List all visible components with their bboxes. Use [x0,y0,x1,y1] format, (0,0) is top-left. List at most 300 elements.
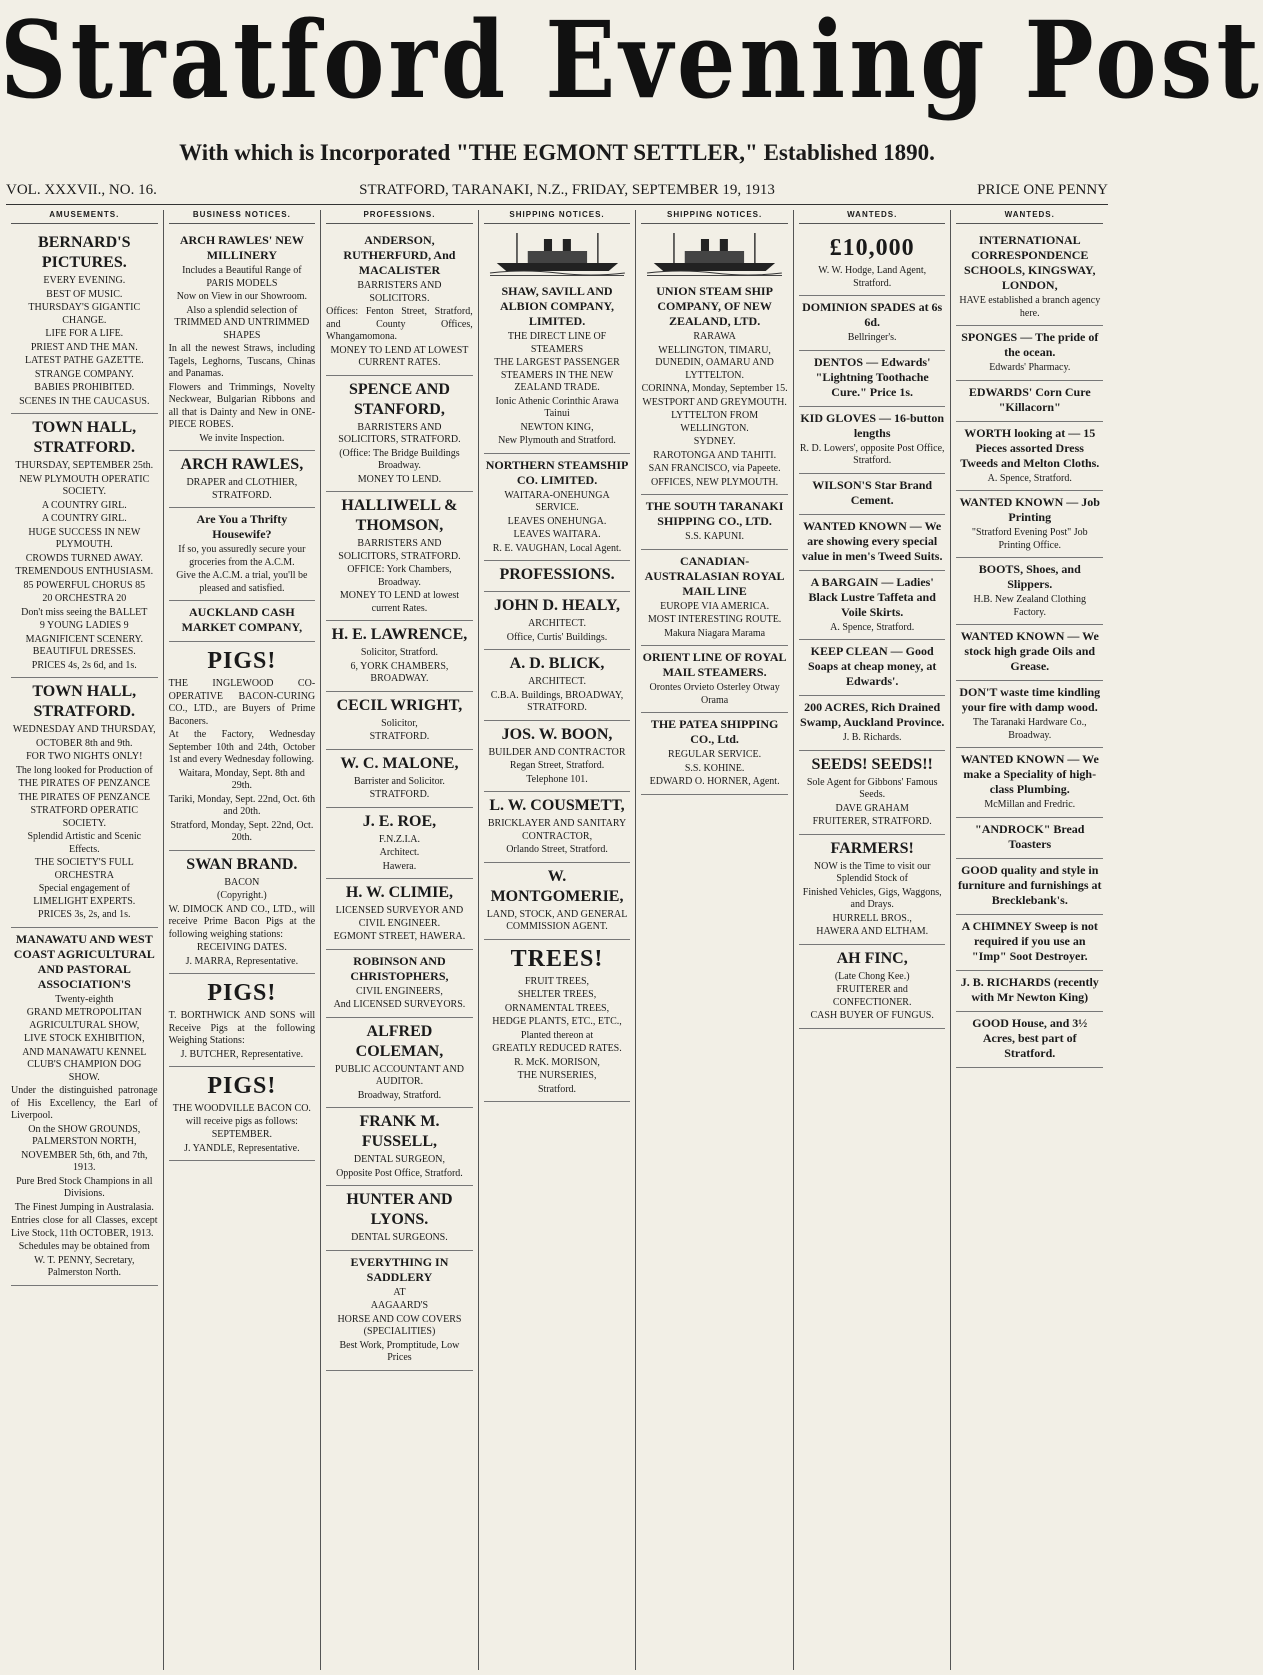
ad-line: GREATLY REDUCED RATES. [492,1043,622,1054]
ad-title: WANTED KNOWN — Job Printing [959,495,1100,524]
ad-line: RARAWA [693,331,736,342]
ad-line: Telephone 101. [526,773,588,785]
ad-title: CANADIAN-AUSTRALASIAN ROYAL MAIL LINE [644,553,785,598]
ad-line: STRANGE COMPANY. [34,368,134,380]
ad-line: Finished Vehicles, Gigs, Waggons, and Drays. [802,886,942,910]
ad-title: KEEP CLEAN — Good Soaps at cheap money, at Edwards'. [808,644,937,688]
ad-line: A. Spence, Stratford. [987,472,1072,484]
advertisement [956,818,1103,859]
ad-line: AND MANAWATU KENNEL CLUB'S CHAMPION DOG SHOW. [22,1046,147,1083]
ad-line: WEDNESDAY AND THURSDAY, [12,724,156,735]
ad-title: ARCH RAWLES' NEW MILLINERY [179,233,304,262]
column-3 [321,210,479,1670]
ad-title: 200 ACRES, Rich Drained Swamp, Auckland Province. [799,700,945,729]
ad-line: EUROPE VIA AMERICA. [660,600,770,612]
ad-title: L. W. COUSMETT, [489,797,625,814]
ad-line: Edwards' Pharmacy. [989,362,1071,373]
advertisement [169,508,316,601]
ad-title: AUCKLAND CASH MARKET COMPANY, [181,605,303,634]
ad-title: TREES! [510,945,604,972]
ad-line: LIFE FOR A LIFE. [45,328,124,339]
ad-title: THE SOUTH TARANAKI SHIPPING CO., LTD. [645,499,784,528]
ad-title: GOOD House, and 3½ Acres, best part of Stratford. [972,1015,1088,1060]
ad-line: LYTTELTON FROM WELLINGTON. [671,410,759,434]
advertisement [169,451,316,508]
advertisement [641,550,788,647]
ad-line: WAITARA-ONEHUNGA SERVICE. [504,489,610,513]
advertisement [11,928,158,1286]
ad-line: ARCHITECT. [528,676,586,687]
ad-line: FOR TWO NIGHTS ONLY! [26,751,143,762]
ad-line: Flowers and Trimmings, Novelty Neckwear, Bulgarian Ribbons and all that is Dainty and New in ONE-PIECE ROBES. [168,381,316,430]
advertisement [799,474,946,515]
advertisement [326,621,473,692]
advertisement [484,792,631,863]
masthead [0,0,1263,150]
advertisement [326,376,473,493]
price: PRICE ONE PENNY [977,182,1108,198]
advertisement [799,751,946,835]
ad-line: FRUITERER, STRATFORD. [812,816,932,827]
advertisement [326,879,473,950]
ad-title: A CHIMNEY Sweep is not required if you use an "Imp" Soot Destroyer. [961,918,1098,963]
ad-line: McMillan and Fredric. [984,799,1076,810]
ad-line: F.N.Z.I.A. [378,833,421,845]
ad-line: H.B. New Zealand Clothing Factory. [973,594,1086,618]
ad-title: INTERNATIONAL CORRESPONDENCE SCHOOLS, KINGSWAY, LONDON, [964,233,1096,292]
ad-line: THE NURSERIES, [517,1070,597,1081]
advertisement [956,748,1103,818]
advertisement [799,515,946,571]
ad-line: Includes a Beautiful Range of PARIS MODELS [182,265,302,289]
ad-line: S.S. KAPUNI. [685,531,745,542]
ad-title: SPENCE AND STANFORD, [348,380,450,418]
advertisement [799,296,946,351]
ad-line: Hawera. [382,860,417,872]
ad-line: OFFICES, NEW PLYMOUTH. [651,476,779,488]
ad-line: MONEY TO LEND. [357,473,442,485]
ad-title: DOMINION SPADES at 6s 6d. [802,300,943,329]
advertisement [326,492,473,621]
ad-line: R. E. VAUGHAN, Local Agent. [492,542,622,554]
ad-line: Solicitor, [381,717,418,729]
ad-line: HAVE established a branch agency here. [959,295,1101,319]
ad-line: SEPTEMBER. [211,1129,273,1140]
advertisement [11,414,158,678]
ad-line: On the SHOW GROUNDS, PALMERSTON NORTH, [28,1123,141,1147]
volume-number: VOL. XXXVII., NO. 16. [6,182,157,198]
ad-line: W. W. Hodge, Land Agent, Stratford. [818,265,927,289]
ad-title: KID GLOVES — 16-button lengths [800,410,945,440]
ad-line: We invite Inspection. [199,432,285,444]
ad-line: Orlando Street, Stratford. [506,844,608,855]
ad-line: R. D. Lowers', opposite Post Office, Stratford. [799,442,945,466]
ad-title: PIGS! [207,980,277,1006]
advertisement [641,646,788,713]
advertisement [799,229,946,296]
ad-line: (Copyright.) [217,890,267,901]
ad-line: And LICENSED SURVEYORS. [333,999,466,1010]
ad-line: BABIES PROHIBITED. [34,382,135,393]
ad-line: LATEST PATHE GAZETTE. [24,355,144,366]
ad-title: CECIL WRIGHT, [336,696,463,714]
ad-line: GRAND METROPOLITAN AGRICULTURAL SHOW, [26,1007,142,1031]
ad-line: HEDGE PLANTS, ETC., ETC., [492,1016,622,1027]
advertisement [956,915,1103,971]
advertisement [326,750,473,808]
column-heading: AMUSEMENTS. [11,210,158,224]
ad-title: W. C. MALONE, [340,754,459,772]
ad-line: OFFICE: York Chambers, Broadway. [347,564,452,588]
ad-line: Best Work, Promptitude, Low Prices [339,1339,460,1363]
ad-line: THE SOCIETY'S FULL ORCHESTRA [34,857,134,881]
advertisement [956,681,1103,748]
ad-title: HUNTER AND LYONS. [346,1191,453,1228]
ad-line: Special engagement of LIMELIGHT EXPERTS. [33,883,136,907]
ad-title: FRANK M. FUSSELL, [359,1113,440,1150]
ad-line: Offices: Fenton Street, Stratford, and County Offices, Whangamomona. [326,306,473,342]
ad-line: J. YANDLE, Representative. [184,1142,300,1154]
ad-title: SHAW, SAVILL AND ALBION COMPANY, LIMITED. [500,284,615,328]
advertisement [956,229,1103,326]
ad-line: 9 YOUNG LADIES 9 [39,620,129,631]
ad-title: J. E. ROE, [362,812,437,830]
ad-line: Office, Curtis' Buildings. [506,631,608,643]
ad-title: A. D. BLICK, [509,655,605,672]
column-5 [636,210,794,1670]
ad-line: LICENSED SURVEYOR AND CIVIL ENGINEER. [335,905,464,929]
ad-line: BACON [224,876,260,888]
steamship-illustration [647,229,782,276]
ad-title: "ANDROCK" Bread Toasters [975,821,1085,851]
ad-line: (Office: The Bridge Buildings Broadway. [339,447,460,471]
ad-line: EGMONT STREET, HAWERA. [333,931,466,942]
ad-line: TREMENDOUS ENTHUSIASM. [15,566,154,577]
ad-line: RECEIVING DATES. [196,942,287,953]
ad-line: NEW PLYMOUTH OPERATIC SOCIETY. [19,473,150,497]
ad-line: NOW is the Time to visit our Splendid Stock of [813,860,931,884]
ad-title: SEEDS! SEEDS!! [811,755,933,773]
ad-line: Twenty-eighth [55,993,114,1005]
ad-title: THE PATEA SHIPPING CO., Ltd. [650,717,779,746]
ad-line: Under the distinguished patronage of His Excellency, the Earl of Liverpool. [11,1085,158,1121]
ad-line: Bellringer's. [847,332,897,343]
ad-title: A BARGAIN — Ladies' Black Lustre Taffeta and Voile Skirts. [808,574,936,619]
advertisement [169,974,316,1067]
ad-line: The long looked for Production of [15,764,153,776]
ad-line: A COUNTRY GIRL. [41,513,127,524]
place-and-date: STRATFORD, TARANAKI, N.Z., FRIDAY, SEPTEMBER 19, 1913 [359,182,775,198]
ad-title: W. MONTGOMERIE, [490,867,624,905]
ad-line: Stratford. [538,1083,577,1095]
advertisement [641,495,788,550]
ad-line: CIVIL ENGINEERS, [356,985,443,997]
ad-line: RAROTONGA AND TAHITI. [653,449,777,461]
ad-line: SHELTER TREES, [517,989,597,1000]
ad-line: MAGNIFICENT SCENERY. BEAUTIFUL DRESSES. [25,633,143,657]
ad-line: MOST INTERESTING ROUTE. [647,614,782,625]
advertisement [641,713,788,795]
ad-line: MONEY TO LEND at lowest current Rates. [339,590,460,614]
ad-line: BARRISTERS AND SOLICITORS, STRATFORD. [338,421,461,445]
advertisement [326,950,473,1018]
ad-line: J. MARRA, Representative. [185,955,299,967]
ad-title: MANAWATU AND WEST COAST AGRICULTURAL AND PASTORAL ASSOCIATION'S [13,931,155,991]
ad-title: ANDERSON, RUTHERFURD, And MACALISTER [343,233,456,277]
ad-title: DENTOS — Edwards' "Lightning Toothache Cure." Price 1s. [813,354,931,399]
advertisement [641,280,788,495]
ad-line: NEWTON KING, [520,421,594,433]
ad-line: HORSE AND COW COVERS (SPECIALITIES) [337,1313,462,1337]
advertisement [326,1251,473,1371]
ad-line: Barrister and Solicitor. [354,775,445,787]
ad-title: JOS. W. BOON, [501,725,613,743]
ad-line: OCTOBER 8th and 9th. [36,737,133,749]
ad-line: REGULAR SERVICE. [668,749,762,760]
ad-line: A. Spence, Stratford. [830,621,915,633]
ad-line: EDWARD O. HORNER, Agent. [649,776,780,787]
advertisement [799,696,946,751]
ad-line: Orontes Orvieto Osterley Otway Orama [649,682,780,706]
advertisement [484,280,631,454]
advertisement [799,571,946,641]
steamship-illustration [490,229,625,276]
column-heading: SHIPPING NOTICES. [641,210,788,224]
ad-title: EDWARDS' Corn Cure "Killacorn" [968,384,1091,414]
ad-line: Solicitor, Stratford. [360,647,438,658]
ad-line: Tariki, Monday, Sept. 22nd, Oct. 6th and 20th. [168,793,316,817]
ad-line: THE DIRECT LINE OF STEAMERS [507,331,607,355]
ad-line: SCENES IN THE CAUCASUS. [19,395,150,407]
ad-line: Broadway, Stratford. [357,1089,442,1101]
advertisement [484,592,631,650]
advertisement [169,851,316,975]
ad-title: ORIENT LINE OF ROYAL MAIL STEAMERS. [642,650,787,679]
ad-title: TOWN HALL, STRATFORD. [32,683,137,720]
ad-line: STRATFORD OPERATIC SOCIETY. [30,805,139,829]
ad-line: Sole Agent for Gibbons' Famous Seeds. [806,776,938,800]
ad-line: A COUNTRY GIRL. [41,499,127,511]
ad-title: JOHN D. HEALY, [494,597,620,614]
ad-title: PIGS! [207,648,277,674]
ad-line: ARCHITECT. [528,618,586,629]
ad-line: Now on View in our Showroom. [176,291,308,302]
column-heading: BUSINESS NOTICES. [169,210,316,224]
advertisement [169,1067,316,1161]
ad-title: ARCH RAWLES, [180,456,304,473]
ad-title: ROBINSON AND CHRISTOPHERS, [350,953,449,983]
advertisement [956,971,1103,1012]
advertisement [956,326,1103,381]
advertisement [956,558,1103,625]
advertisement [484,650,631,721]
ad-line: Planted thereon at [520,1029,594,1041]
ad-title: SWAN BRAND. [186,855,298,873]
ad-line: PRICES 4s, 2s 6d, and 1s. [31,659,137,671]
advertisement [484,561,631,592]
ad-line: W. T. PENNY, Secretary, Palmerston North. [34,1254,135,1278]
ad-line: THE LARGEST PASSENGER STEAMERS IN THE NEW ZEALAND TRADE. [494,357,620,393]
column-2 [164,210,322,1670]
ad-title: NORTHERN STEAMSHIP CO. LIMITED. [485,457,629,487]
ad-line: J. B. Richards. [842,732,902,743]
ad-line: The Finest Jumping in Australasia. [14,1201,154,1213]
ad-title: BERNARD'S PICTURES. [38,234,131,271]
ad-line: 85 POWERFUL CHORUS 85 [23,579,146,591]
ad-title: PROFESSIONS. [499,566,615,583]
ad-line: New Plymouth and Stratford. [498,435,616,446]
column-heading: PROFESSIONS. [326,210,473,224]
ad-line: PRICES 3s, 2s, and 1s. [38,909,131,920]
ad-title: WANTED KNOWN — We are showing every special value in men's Tweed Suits. [801,518,943,563]
ad-line: LEAVES ONEHUNGA. [507,515,607,527]
ad-title: J. B. RICHARDS (recently with Mr Newton King) [960,974,1099,1004]
ad-title: HALLIWELL & THOMSON, [341,497,458,534]
advertisement [956,1012,1103,1068]
ad-line: Splendid Artistic and Scenic Effects. [27,831,142,855]
advertisement [799,945,946,1029]
ad-line: WELLINGTON, TIMARU, DUNEDIN, OAMARU AND LYTTELTON. [655,344,774,381]
ad-title: FARMERS! [830,839,914,857]
ad-line: CASH BUYER OF FUNGUS. [810,1010,934,1021]
advertisement [11,678,158,928]
ad-line: S.S. KOHINE. [684,762,745,774]
advertisement [169,601,316,642]
ad-line: HURRELL BROS., [832,912,912,924]
ad-line: BARRISTERS AND SOLICITORS, STRATFORD. [338,538,461,562]
ad-line: FRUITERER and CONFECTIONER. [832,984,912,1008]
ad-line: LIVE STOCK EXHIBITION, [23,1033,145,1044]
newspaper-subtitle: With which is Incorporated "THE EGMONT SETTLER," Established 1890. [179,140,935,165]
ad-line: CORINNA, Monday, September 15. [641,383,788,394]
ad-line: If so, you assuredly secure your groceries from the A.C.M. [178,544,306,568]
advertisement [326,229,473,376]
column-4 [479,210,637,1670]
ad-line: Give the A.C.M. a trial, you'll be pleased and satisfied. [176,570,308,594]
ad-line: EVERY EVENING. [43,275,126,286]
ad-line: THE PIRATES OF PENZANCE [18,791,150,803]
ad-title: TOWN HALL, STRATFORD. [32,419,137,456]
ad-title: WANTED KNOWN — We make a Speciality of high-class Plumbing. [960,752,1099,796]
ad-line: AT [393,1286,406,1298]
ad-title: WORTH looking at — 15 Pieces assorted Dress Tweeds and Melton Cloths. [960,425,1100,470]
advertisement [956,422,1103,492]
ad-line: 6, YORK CHAMBERS, BROADWAY. [350,660,449,684]
ad-line: SAN FRANCISCO, via Papeete. [648,463,781,474]
ad-line: WESTPORT AND GREYMOUTH. [642,396,787,408]
ad-line: MONEY TO LEND AT LOWEST CURRENT RATES. [330,344,469,368]
ad-line: 20 ORCHESTRA 20 [42,593,127,604]
ad-line: Architect. [379,847,420,858]
advertisement [799,407,946,474]
advertisement [484,721,631,793]
ad-line: STRATFORD. [369,789,430,800]
ad-line: W. DIMOCK AND CO., LTD., will receive Prime Bacon Pigs at the following weighing stations: [168,903,316,940]
ad-line: DRAPER and CLOTHIER, STRATFORD. [186,477,298,501]
ad-line: DENTAL SURGEONS. [351,1232,448,1243]
ad-line: T. BORTHWICK AND SONS will Receive Pigs at the following Weighing Stations: [168,1010,316,1046]
ad-line: THE WOODVILLE BACON CO. will receive pigs as follows: [172,1103,311,1127]
advertisement [326,1018,473,1109]
ad-line: THE PIRATES OF PENZANCE [18,778,150,789]
advertisement [956,625,1103,681]
ad-title: DON'T waste time kindling your fire with damp wood. [959,685,1101,714]
advertisement [326,808,473,880]
dateline [6,182,1108,205]
ad-line: BUILDER AND CONTRACTOR [488,746,626,758]
ad-line: At the Factory, Wednesday September 10th and 24th, October 1st and every Wednesday following. [168,729,316,765]
ad-title: GOOD quality and style in furniture and furnishings at Brecklebank's. [958,862,1102,907]
ad-title: £10,000 [829,235,915,261]
ad-line: NOVEMBER 5th, 6th, and 7th, 1913. [21,1149,148,1173]
advertisement [956,491,1103,558]
ad-line: THE INGLEWOOD CO-OPERATIVE BACON-CURING CO., LTD., are Buyers of Prime Baconers. [168,678,316,727]
ad-title: H. W. CLIMIE, [345,884,454,901]
columns [6,210,1108,1670]
column-heading: WANTEDS. [799,210,946,224]
ad-line: BRICKLAYER AND SANITARY CONTRACTOR, [487,818,627,842]
advertisement [799,835,946,945]
ad-line: BARRISTERS AND SOLICITORS. [357,280,442,304]
ad-line: FRUIT TREES, [524,975,590,987]
ad-line: Waitara, Monday, Sept. 8th and 29th. [178,767,305,791]
advertisement [956,859,1103,915]
ad-line: HUGE SUCCESS IN NEW PLYMOUTH. [28,526,141,550]
ad-line: DAVE GRAHAM [835,802,909,814]
ad-line: THURSDAY, SEPTEMBER 25th. [15,460,154,471]
advertisement [11,229,158,414]
ad-title: SPONGES — The pride of the ocean. [961,330,1099,359]
ad-line: In all the newest Straws, including Tagels, Leghorns, Tuscans, Chinas and Panamas. [168,343,316,379]
ad-title: WILSON'S Star Brand Cement. [812,477,933,507]
advertisement [799,640,946,696]
ad-title: UNION STEAM SHIP COMPANY, OF NEW ZEALAND, LTD. [656,284,773,328]
ad-line: Don't miss seeing the BALLET [21,606,148,618]
ad-line: Schedules may be obtained from [18,1241,150,1252]
ad-title: ALFRED COLEMAN, [355,1022,444,1060]
advertisement [484,940,631,1103]
advertisement [799,351,946,407]
advertisement [956,381,1103,422]
ad-line: Also a splendid selection of TRIMMED AND UNTRIMMED SHAPES [174,304,310,341]
ad-line: Pure Bred Stock Champions in all Divisions. [16,1175,153,1199]
ad-line: AAGAARD'S [370,1300,429,1311]
column-6 [794,210,952,1670]
column-1 [6,210,164,1670]
ad-title: AH FINC, [836,949,908,967]
ad-line: HAWERA AND ELTHAM. [816,926,929,937]
advertisement [326,1108,473,1186]
ad-line: PRIEST AND THE MAN. [30,341,138,353]
ad-line: PUBLIC ACCOUNTANT AND AUDITOR. [334,1063,464,1087]
ad-line: BEST OF MUSIC. [46,288,123,300]
advertisement [169,642,316,851]
newspaper-title: Stratford Evening Post [0,0,1263,123]
ad-line: Makura Niagara Marama [664,627,766,639]
ad-line: DENTAL SURGEON, [353,1154,445,1165]
advertisement [484,454,631,562]
column-heading: SHIPPING NOTICES. [484,210,631,224]
ad-line: ORNAMENTAL TREES, [504,1002,610,1014]
ad-line: Opposite Post Office, Stratford. [336,1167,463,1179]
ad-line: The Taranaki Hardware Co., Broadway. [972,717,1087,741]
ad-line: Stratford, Monday, Sept. 22nd, Oct. 20th. [170,819,314,843]
ad-line: C.B.A. Buildings, BROADWAY, STRATFORD. [490,689,624,713]
ad-line: THURSDAY'S GIGANTIC CHANGE. [28,302,141,326]
column-7 [951,210,1108,1670]
ad-title: WANTED KNOWN — We stock high grade Oils and Grease. [960,629,1099,673]
ad-line: SYDNEY. [693,436,736,447]
